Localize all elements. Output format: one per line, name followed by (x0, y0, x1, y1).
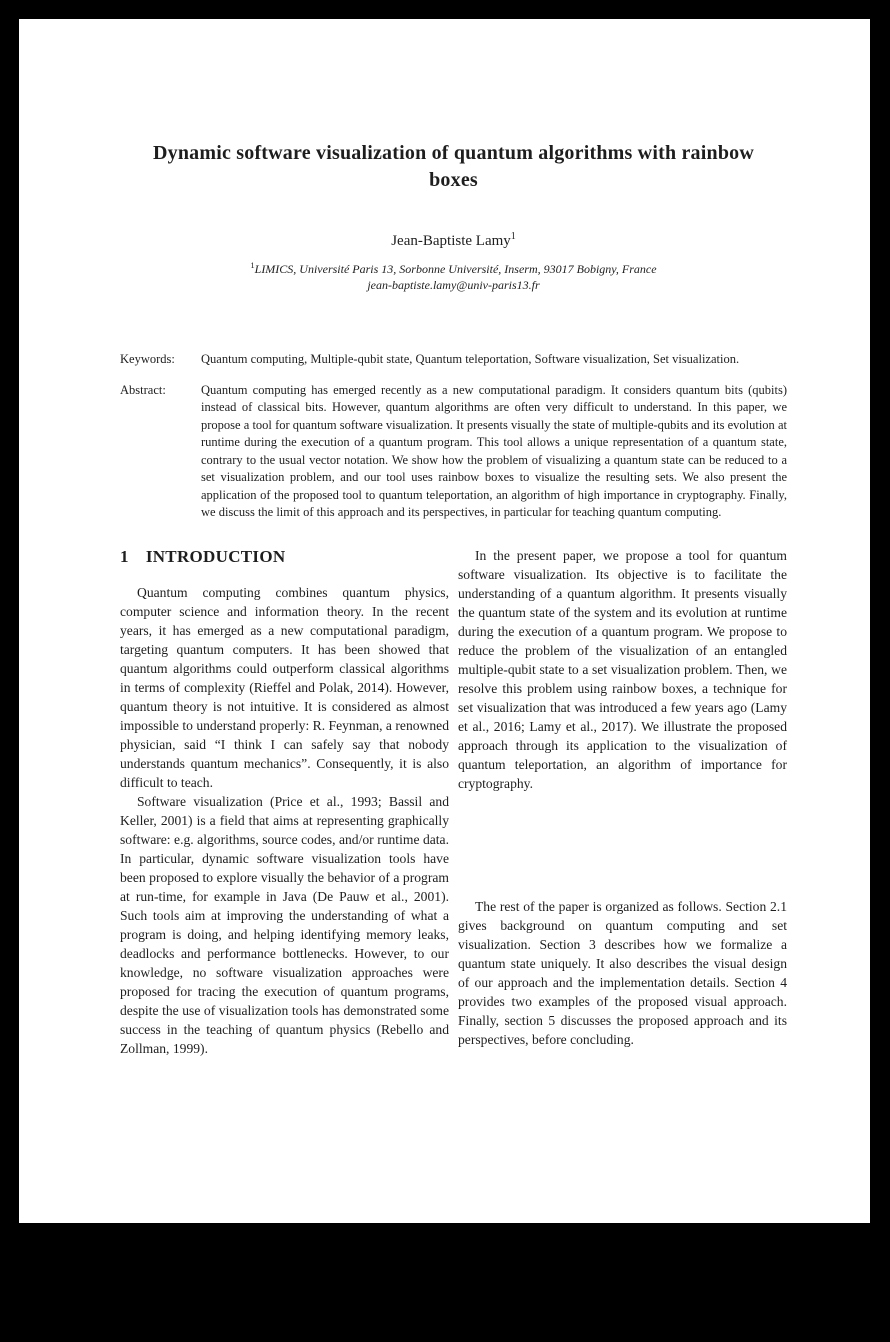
body-columns (120, 546, 787, 1058)
paragraph: Software visualization (Price et al., 1993; Bassil and Keller, 2001) is a field that aims at representing graphically software: e.g. algorithms, source codes, and/or runtime data. In particular, dynamic software visualization tools have been proposed to explore visually the behavior of a program at run-time, for example in Java (De Pauw et al., 2001). Such tools aim at improving the understanding of what a program is doing, and helping identifying memory leaks, deadlocks and performance bottlenecks. However, to our knowledge, no software visualization approaches were proposed for tracing the execution of quantum programs, despite the use of visualization tools has demonstrated some success in the teaching of quantum physics (Rebello and Zollman, 1999). (120, 793, 449, 1056)
paragraph: In the present paper, we propose a tool for quantum software visualization. Its objective is to facilitate the understanding of a quantum algorithm. It presents visually the quantum state of the system and its evolution at runtime during the execution of a quantum program. We propose to reduce the problem of the visualization of an entangled multiple-qubit state to a set visualization problem. Then, we resolve this problem using rainbow boxes, a technique for set visualization that was introduced a few years ago (Lamy et al., 2016; Lamy et al., 2017). We illustrate the proposed approach through its application to the visualization of quantum teleportation, an algorithm of importance for cryptography. (458, 547, 787, 791)
paper-page (19, 19, 870, 1223)
abstract-text: Quantum computing has emerged recently as a new computational paradigm. It considers quantum bits (qubits) instead of classical bits. However, quantum algorithms are often very difficult to understand. In this paper, we propose a tool for quantum software visualization. It presents visually the state of multiple-qubits and its evolution at runtime during the execution of a quantum program. This tool allows a unique representation of a quantum state, contrary to the usual vector notation. We show how the problem of visualizing a quantum state can be reduced to a set visualization problem, and our tool uses rainbow boxes to visualize the resulting sets. We also present the application of the proposed tool to quantum teleportation, an algorithm of high importance in cryptography. Finally, we discuss the limit of this approach and its perspectives, in particular for teaching quantum computing. (201, 382, 787, 519)
keywords-label: Keywords: (120, 352, 175, 366)
author-email: jean-baptiste.lamy@univ-paris13.fr (367, 278, 540, 292)
affiliation-superscript: 1 (250, 260, 255, 270)
section-number: 1 (120, 546, 129, 566)
paper-title: Dynamic software visualization of quantum algorithms with rainbow boxes (153, 142, 754, 191)
affiliation-text: LIMICS, Université Paris 13, Sorbonne Université, Inserm, 93017 Bobigny, France (254, 262, 657, 276)
abstract-row (120, 382, 787, 522)
right-column (458, 546, 787, 1058)
section-title: INTRODUCTION (145, 546, 286, 566)
keywords-text: Quantum computing, Multiple-qubit state, Quantum teleportation, Software visualization, Set visualization. (201, 352, 740, 366)
page-content (19, 140, 870, 1058)
section-heading (120, 547, 449, 566)
paragraph: Quantum computing combines quantum physics, computer science and information theory. In the recent years, it has emerged as a new computational paradigm, targeting quantum computers. It has been showed that quantum algorithms could outperform classical algorithms in terms of complexity (Rieffel and Polak, 2014). However, quantum theory is not intuitive. It is considered as almost impossible to understand properly: R. Feynman, a renowned physician, said “I think I can safely say that nobody understands quantum mechanics”. Consequently, it is also difficult to teach. (120, 584, 449, 790)
author-name: Jean-Baptiste Lamy (391, 233, 511, 249)
author-superscript: 1 (510, 231, 516, 242)
left-column (120, 546, 449, 1058)
paragraph: The rest of the paper is organized as follows. Section 2.1 gives background on quantum computing and set visualization. Section 3 describes how we formalize a quantum state uniquely. It also describes the visual design of our approach and the implementation details. Section 4 provides two examples of the proposed visual approach. Finally, section 5 discusses the proposed approach and its perspectives, before concluding. (458, 898, 787, 1047)
affiliation (120, 257, 787, 277)
abstract-label: Abstract: (120, 382, 166, 397)
keywords-row (120, 351, 787, 369)
meta-block (120, 351, 787, 522)
author-line (120, 228, 787, 250)
